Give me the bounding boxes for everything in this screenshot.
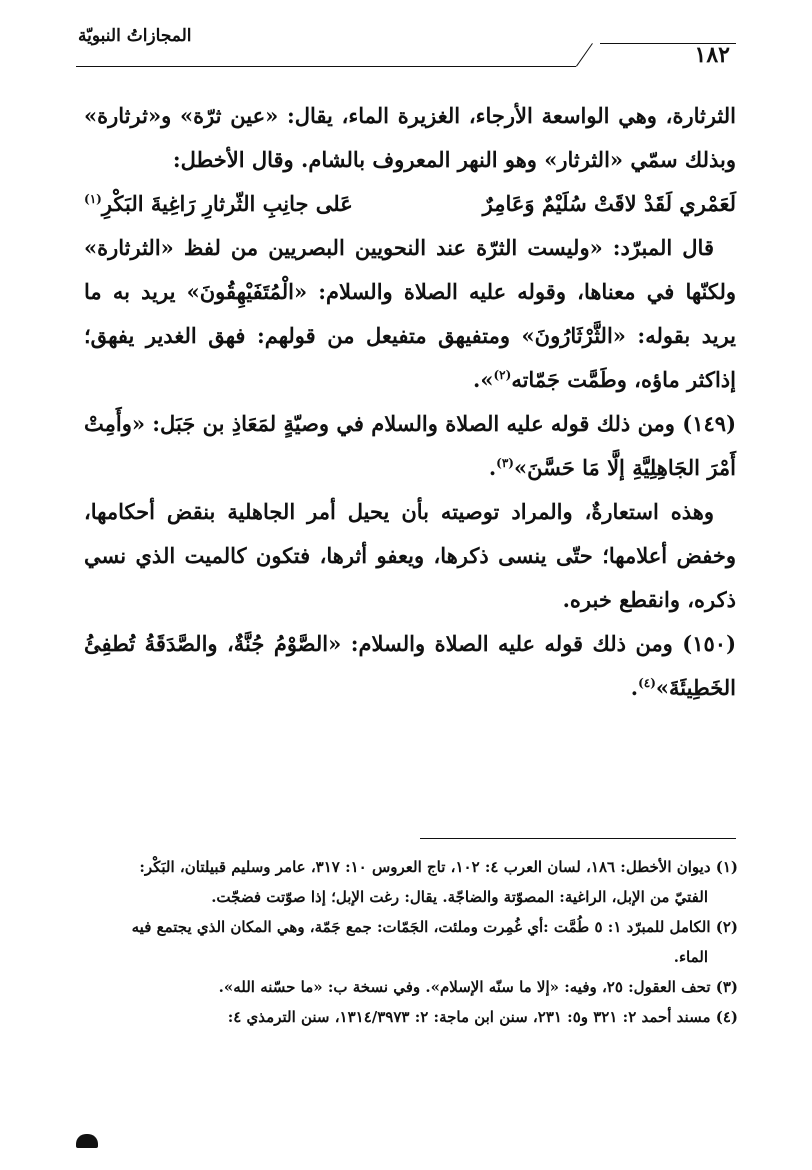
verse-first-hemistich: لَعَمْري لَقَدْ لاقَتْ سُلَيْمٌ وَعَامِرٌ: [482, 191, 736, 216]
paragraph: الثرثارة، وهي الواسعة الأرجاء، الغزيرة الماء، يقال: «عين ثرّة» و«ثرثارة» وبذلك سمّي «الثرثار» وهو النهر المعروف بالشام. وقال الأخطل:: [84, 103, 736, 172]
section-text: ومن ذلك قوله عليه الصلاة والسلام في وصيّةٍ لمَعَاذِ بن جَبَل:: [144, 411, 675, 436]
running-title: المجازاتُ النبويّة: [78, 26, 192, 46]
hadith-quote: «الصَّوْمُ جُنَّةٌ، والصَّدَقَةُ تُطفِئُ الخَطِيئَةَ»: [84, 631, 736, 700]
section-number: (١٥٠): [682, 631, 737, 656]
footnote-ref: (٢): [493, 368, 512, 382]
hadith-quote: «وأَمِتْ أَمْرَ الجَاهِلِيَّةِ إلَّا مَا حَسَّنَ»: [84, 411, 736, 480]
header-slant: [576, 43, 593, 67]
page-number: ١٨٢: [694, 42, 730, 68]
footnote-1-continued: الفتيّ من الإبل، الراغية: المصوّتة والضاجّة. يقال: رغت الإبل؛ إذا صوّتت فضجّت.: [211, 888, 708, 906]
footnote-3: (٣) تحف العقول: ٢٥، وفيه: «إلا ما سنّه الإسلام». وفي نسخة ب: «ما حسّنه الله».: [218, 978, 738, 996]
section-end: .: [630, 675, 639, 700]
paragraph: [84, 226, 736, 402]
continuation-mark-icon: [76, 1134, 98, 1148]
section-text: ومن ذلك قوله عليه الصلاة والسلام:: [341, 631, 673, 656]
footnote-2-continued: الماء.: [673, 948, 708, 966]
page-header: [76, 22, 736, 68]
section-150: [84, 622, 736, 710]
section-end: .: [488, 455, 497, 480]
main-text: [84, 94, 736, 710]
verse-second-text: عَلى جانِبِ الثّرثارِ رَاغِيةَ البَكْرِ: [101, 191, 353, 216]
verse-second-hemistich: [84, 182, 353, 226]
footnotes: [70, 852, 738, 1032]
poetry-verse: [84, 182, 736, 226]
section-149: [84, 402, 736, 490]
footnote-ref: (٤): [638, 676, 656, 690]
footnote-1: (١) ديوان الأخطل: ١٨٦، لسان العرب ٤: ١٠٢، تاج العروس ١٠: ٣١٧، عامر وسليم قبيلتان، البَكْر:: [139, 858, 738, 876]
paragraph-end: ».: [473, 367, 494, 392]
footnote-4: (٤) مسند أحمد ٢: ٣٢١ و٥: ٢٣١، سنن ابن ماجة: ٢: ١٣١٤/٣٩٧٣، سنن الترمذي ٤:: [227, 1008, 738, 1026]
footnote-ref: (٣): [496, 456, 514, 470]
footnote-separator: [420, 838, 736, 839]
footnote-ref: (١): [84, 192, 102, 206]
header-rule: [76, 66, 576, 67]
paragraph-text: قال المبرّد: «وليست الثرّة عند النحويين البصريين من لفظ «الثرثارة» ولكنّها في معناها، وقوله عليه الصلاة والسلام: «الْمُتَفَيْهِقُونَ» يريد به ما يريد بقوله: «الثَّرْثَارُونَ» ومتفيهق متفيعل من قولهم: فهق الغدير يفهق؛ إذاكثر ماؤه، وطَمَّت جَمّاته: [84, 235, 736, 392]
footnote-2: (٢) الكامل للمبرّد ١: ٥ طُمَّت :أي غُمِرت وملئت، الجَمّات: جمع جَمّة، وهي المكان الذي يجتمع فيه: [131, 918, 738, 936]
paragraph: وهذه استعارةٌ، والمراد توصيته بأن يحيل أمر الجاهلية بنقض أحكامها، وخفض أعلامها؛ حتّى ينسى ذكرها، ويعفو أثرها، فتكون كالميت الذي نسي ذكره، وانقطع خبره.: [84, 499, 736, 612]
section-number: (١٤٩): [682, 411, 736, 436]
